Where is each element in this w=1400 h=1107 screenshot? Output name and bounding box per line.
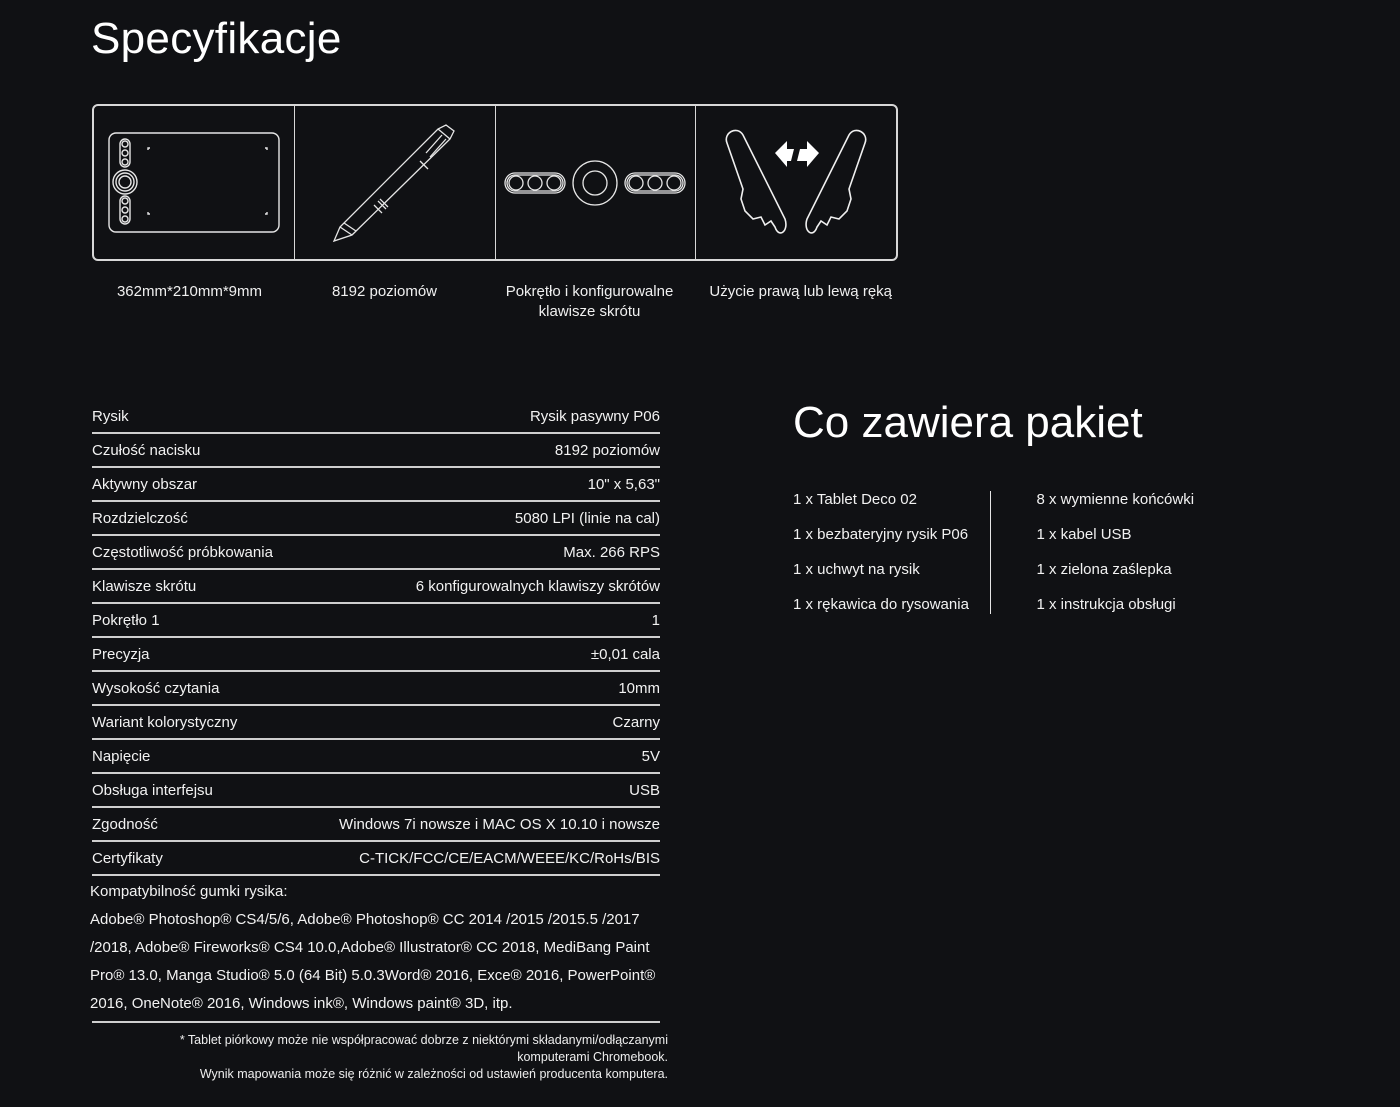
table-row: [92, 604, 660, 638]
spec-key: Pokrętło 1: [92, 611, 160, 629]
spec-key: Częstotliwość próbkowania: [92, 543, 273, 561]
spec-key: Wysokość czytania: [92, 679, 220, 697]
compat-text: Adobe® Photoshop® CS4/5/6, Adobe® Photoshop® CC 2014 /2015 /2015.5 /2017 /2018, Adobe® Fireworks® CS4 10.0,Adobe® Illustrator® CC 2018, MediBang Paint Pro® 13.0, Manga Studio® 5.0 (64 Bit) 5.0.3Word® 2016, Exce® 2016, PowerPoint® 2016, OneNote® 2016, Windows ink®, Windows paint® 3D, itp.: [90, 911, 656, 1012]
table-row: [92, 434, 660, 468]
package-contents: [793, 488, 1233, 614]
divider: [92, 1021, 660, 1023]
spec-value: 5080 LPI (linie na cal): [514, 509, 660, 527]
eraser-compatibility: [90, 878, 662, 1018]
spec-value: Rysik pasywny P06: [529, 407, 660, 425]
spec-key: Klawisze skrótu: [92, 577, 197, 595]
feature-cell-pressure: [295, 106, 496, 259]
list-item: 1 x Tablet Deco 02: [793, 491, 917, 508]
package-column-right: [990, 491, 1234, 614]
spec-value: C-TICK/FCC/CE/EACM/WEEE/KC/RoHs/BIS: [359, 849, 660, 867]
feature-label: 362mm*210mm*9mm: [116, 283, 263, 300]
package-title: Co zawiera pakiet: [793, 398, 1143, 447]
spec-value: ±0,01 cala: [590, 645, 660, 663]
list-item: 1 x bezbateryjny rysik P06: [793, 526, 969, 543]
tablet-outline-icon: [108, 132, 280, 234]
spec-key: Certyfikaty: [92, 849, 163, 867]
feature-label: Pokrętło i konfigurowalne klawisze skrótu: [505, 283, 674, 320]
spec-value: 6 konfigurowalnych klawiszy skrótów: [415, 577, 660, 595]
list-item: 1 x uchwyt na rysik: [793, 561, 920, 578]
spec-value: Max. 266 RPS: [563, 543, 660, 561]
table-row: [92, 400, 660, 434]
table-row: [92, 808, 660, 842]
list-item: 1 x rękawica do rysowania: [793, 596, 969, 613]
footnote-line: Wynik mapowania może się różnić w zależności od ustawień producenta komputera.: [199, 1067, 668, 1081]
table-row: [92, 502, 660, 536]
spec-value: Czarny: [612, 713, 660, 731]
feature-cell-handedness: [696, 106, 896, 259]
table-row: [92, 536, 660, 570]
spec-value: 5V: [641, 747, 660, 765]
spec-value: Windows 7i nowsze i MAC OS X 10.10 i nowsze: [339, 815, 660, 833]
package-column-left: [793, 491, 990, 614]
footnote-line: * Tablet piórkowy może nie współpracować dobrze z niektórymi składanymi/odłączanymi: [179, 1033, 668, 1047]
table-row: [92, 468, 660, 502]
spec-key: Aktywny obszar: [92, 475, 198, 493]
table-row: [92, 740, 660, 774]
spec-table: [92, 400, 660, 876]
table-row: [92, 842, 660, 876]
pen-stylus-icon: [330, 121, 460, 245]
list-item: 1 x kabel USB: [1036, 526, 1132, 543]
table-row: [92, 638, 660, 672]
spec-value: 1: [651, 611, 660, 629]
feature-cell-dimensions: [94, 106, 295, 259]
list-item: 1 x instrukcja obsługi: [1036, 596, 1176, 613]
spec-value: 8192 poziomów: [554, 441, 660, 459]
spec-key: Precyzja: [92, 645, 150, 663]
table-row: [92, 672, 660, 706]
table-row: [92, 570, 660, 604]
list-item: 1 x zielona zaślepka: [1036, 561, 1172, 578]
spec-key: Wariant kolorystyczny: [92, 713, 238, 731]
table-row: [92, 706, 660, 740]
spec-key: Obsługa interfejsu: [92, 781, 213, 799]
specs-title: Specyfikacje: [91, 14, 342, 63]
footnote: [100, 1032, 668, 1083]
spec-value: USB: [629, 781, 660, 799]
spec-key: Rozdzielczość: [92, 509, 188, 527]
compat-heading: Kompatybilność gumki rysika:: [90, 883, 288, 900]
spec-value: 10mm: [618, 679, 660, 697]
feature-labels: [92, 282, 898, 322]
feature-label: Użycie prawą lub lewą ręką: [709, 283, 892, 300]
table-row: [92, 774, 660, 808]
feature-label: 8192 poziomów: [331, 283, 438, 300]
spec-key: Zgodność: [92, 815, 158, 833]
feature-icons-panel: [92, 104, 898, 261]
footnote-line: komputerami Chromebook.: [517, 1050, 668, 1064]
left-right-hand-icon: [723, 127, 869, 239]
spec-value: 10" x 5,63": [587, 475, 660, 493]
dial-shortcut-keys-icon: [503, 159, 687, 207]
feature-cell-shortcuts: [496, 106, 697, 259]
spec-key: Czułość nacisku: [92, 441, 201, 459]
list-item: 8 x wymienne końcówki: [1036, 491, 1195, 508]
spec-key: Rysik: [92, 407, 129, 425]
spec-key: Napięcie: [92, 747, 151, 765]
